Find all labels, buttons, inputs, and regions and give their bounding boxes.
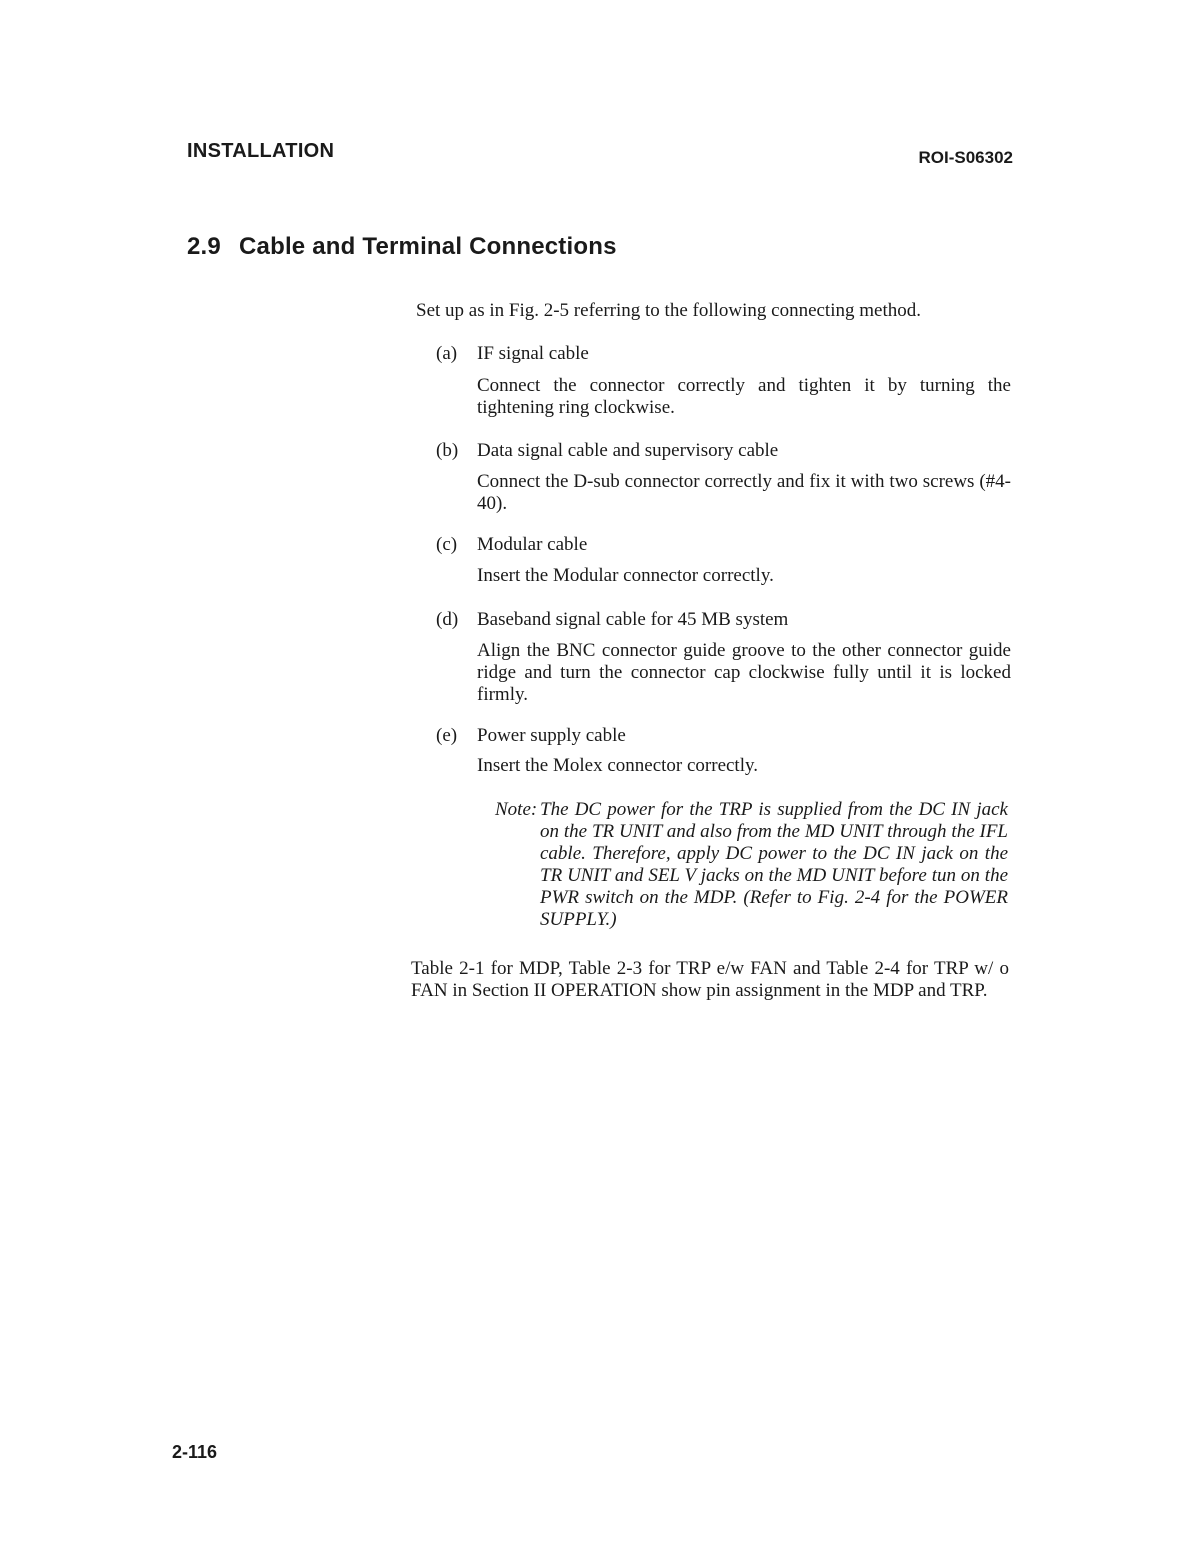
section-title: Cable and Terminal Connections xyxy=(239,233,617,260)
list-item-label: (d) xyxy=(436,609,459,630)
list-item-title: Baseband signal cable for 45 MB system xyxy=(477,609,789,630)
list-item-description: Connect the connector correctly and tighten it by turning the tightening ring clockwise. xyxy=(477,375,1011,418)
list-item-label: (c) xyxy=(436,534,458,555)
list-item-description: Align the BNC connector guide groove to the other connector guide ridge and turn the connector cap clockwise fully until it is locked firmly. xyxy=(477,640,1011,705)
intro-paragraph: Set up as in Fig. 2-5 referring to the following connecting method. xyxy=(416,300,921,321)
running-header-section: INSTALLATION xyxy=(187,140,335,162)
list-item-title: Power supply cable xyxy=(477,725,626,746)
note-label: Note: xyxy=(495,799,538,820)
list-item-description: Insert the Modular connector correctly. xyxy=(477,565,774,586)
list-item-title: IF signal cable xyxy=(477,343,589,364)
section-number: 2.9 xyxy=(187,233,221,260)
closing-paragraph: Table 2-1 for MDP, Table 2-3 for TRP e/w FAN and Table 2-4 for TRP w/ o FAN in Section II OPERATION show pin assignment in the MDP and TRP. xyxy=(411,958,1009,1001)
note-text: The DC power for the TRP is supplied from the DC IN jack on the TR UNIT and also from the MD UNIT through the IFL cable. Therefore, apply DC power to the DC IN jack on the TR UNIT and SEL V jacks on the MD UNIT before tun on the PWR switch on the MDP. (Refer to Fig. 2-4 for the POWER SUPPLY.) xyxy=(540,799,1008,930)
list-item-label: (e) xyxy=(436,725,458,746)
list-item-title: Data signal cable and supervisory cable xyxy=(477,440,779,461)
list-item-label: (a) xyxy=(436,343,458,364)
list-item-description: Insert the Molex connector correctly. xyxy=(477,755,759,776)
list-item-label: (b) xyxy=(436,440,459,461)
running-header-doc-id: ROI-S06302 xyxy=(918,148,1013,167)
list-item-title: Modular cable xyxy=(477,534,588,555)
page-number: 2-116 xyxy=(172,1442,218,1462)
section-heading xyxy=(187,233,617,261)
list-item-description: Connect the D-sub connector correctly and fix it with two screws (#4-40). xyxy=(477,471,1011,514)
